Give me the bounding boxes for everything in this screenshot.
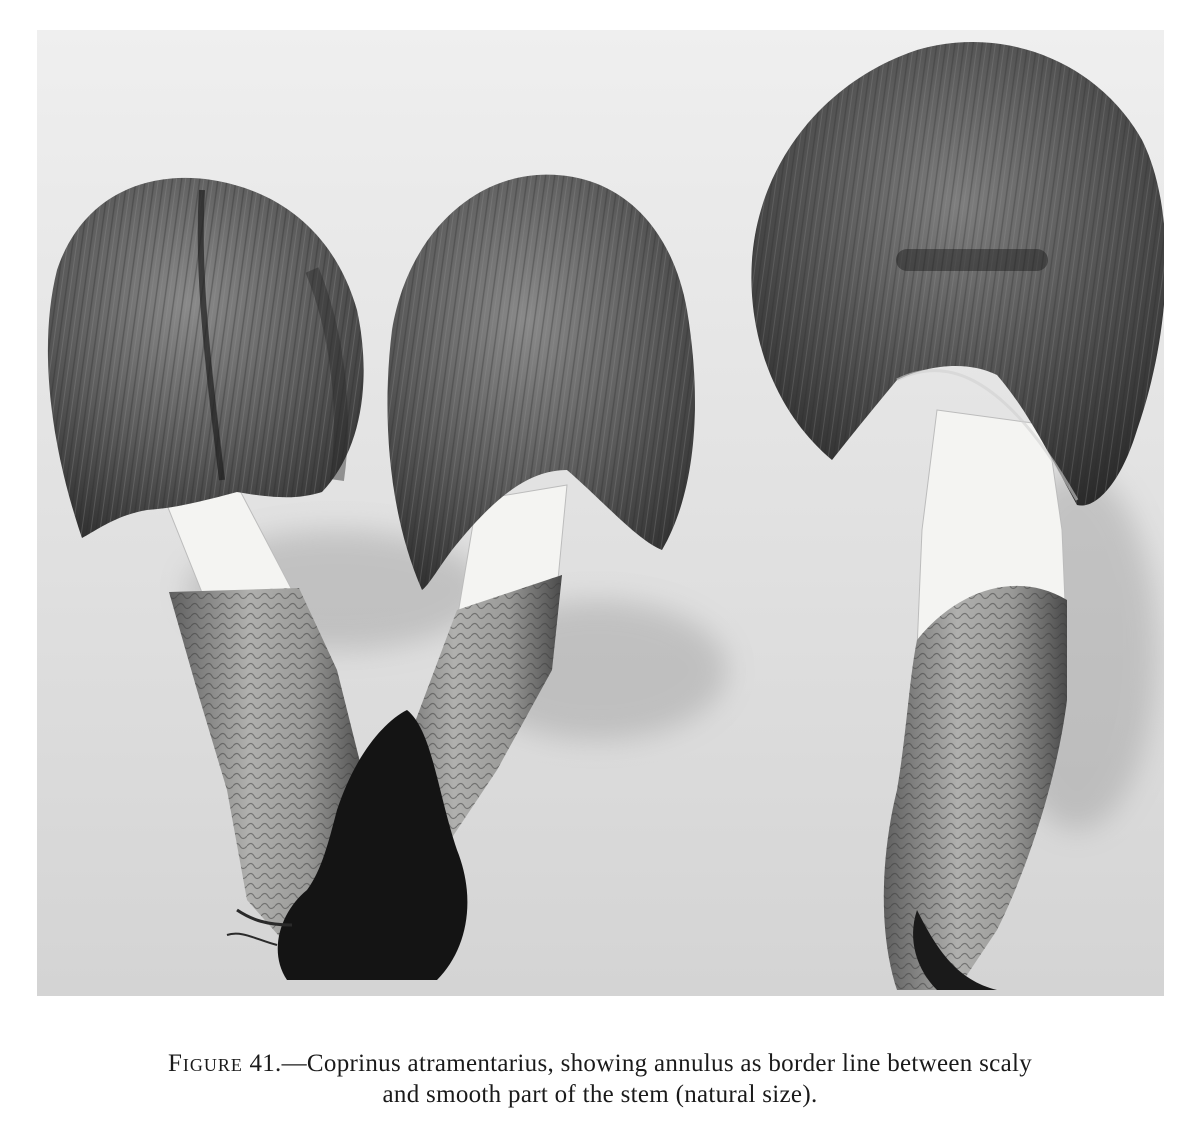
figure-label: Figure: [167, 1050, 243, 1077]
mushroom-photograph: [37, 30, 1164, 996]
figure-caption: [30, 1048, 1170, 1110]
caption-text-line-1: Coprinus atramentarius, showing annulus as border line between scaly: [306, 1050, 1033, 1077]
figure-number: 41.: [249, 1050, 282, 1077]
photo-plate: [37, 30, 1164, 996]
caption-dash: —: [281, 1050, 307, 1077]
caption-text-line-2: and smooth part of the stem (natural size).: [382, 1081, 818, 1108]
caption-line-1: [30, 1048, 1170, 1079]
